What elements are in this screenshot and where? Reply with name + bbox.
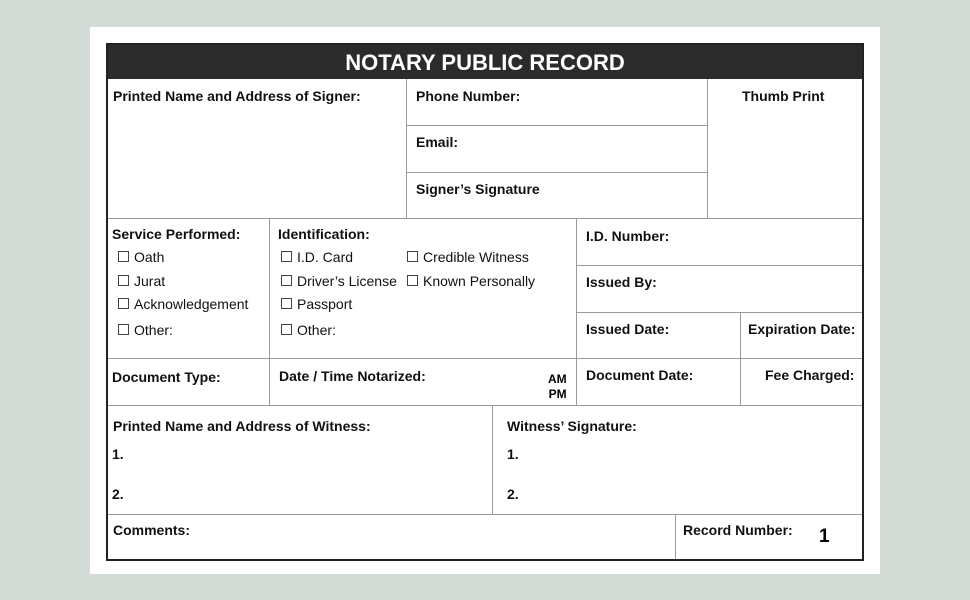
am-pm-label: AM PM: [548, 372, 567, 401]
document-type-label: Document Type:: [112, 369, 221, 385]
fee-label: Fee Charged:: [765, 367, 855, 383]
record-number-value: 1: [819, 526, 830, 547]
email-label: Email:: [416, 134, 459, 150]
signature-label: Signer’s Signature: [416, 181, 540, 197]
witness-sig-1-label: 1.: [507, 446, 519, 462]
checkbox-service-other[interactable]: Other:: [118, 322, 173, 338]
date-time-label: Date / Time Notarized:: [279, 368, 426, 384]
checkbox-id-other[interactable]: Other:: [281, 322, 336, 338]
checkbox-credible-witness[interactable]: Credible Witness: [407, 249, 529, 265]
witness-signature-label: Witness’ Signature:: [507, 418, 637, 434]
issued-by-label: Issued By:: [586, 274, 657, 290]
witness-name-label: Printed Name and Address of Witness:: [113, 418, 371, 434]
comments-field[interactable]: [108, 515, 676, 559]
checkbox-id-card[interactable]: I.D. Card: [281, 249, 353, 265]
witness-sig-2-label: 2.: [507, 486, 519, 502]
checkbox-known-personally[interactable]: Known Personally: [407, 273, 535, 289]
document-date-label: Document Date:: [586, 367, 694, 383]
checkbox-passport[interactable]: Passport: [281, 296, 352, 312]
comments-label: Comments:: [113, 522, 191, 538]
checkbox-drivers-license[interactable]: Driver’s License: [281, 273, 397, 289]
id-number-label: I.D. Number:: [586, 228, 670, 244]
issued-date-label: Issued Date:: [586, 321, 670, 337]
phone-label: Phone Number:: [416, 88, 521, 104]
witness-2-label: 2.: [112, 486, 124, 502]
checkbox-oath[interactable]: Oath: [118, 249, 164, 265]
thumb-print-label: Thumb Print: [742, 88, 825, 104]
expiration-date-label: Expiration Date:: [748, 321, 856, 337]
notary-record-form: [106, 43, 864, 561]
checkbox-jurat[interactable]: Jurat: [118, 273, 165, 289]
identification-label: Identification:: [278, 226, 370, 242]
checkbox-acknowledgement[interactable]: Acknowledgement: [118, 296, 248, 312]
witness-1-label: 1.: [112, 446, 124, 462]
record-number-label: Record Number:: [683, 522, 793, 538]
signer-name-label: Printed Name and Address of Signer:: [113, 88, 361, 104]
service-label: Service Performed:: [112, 226, 241, 242]
form-title: NOTARY PUBLIC RECORD: [108, 45, 862, 79]
